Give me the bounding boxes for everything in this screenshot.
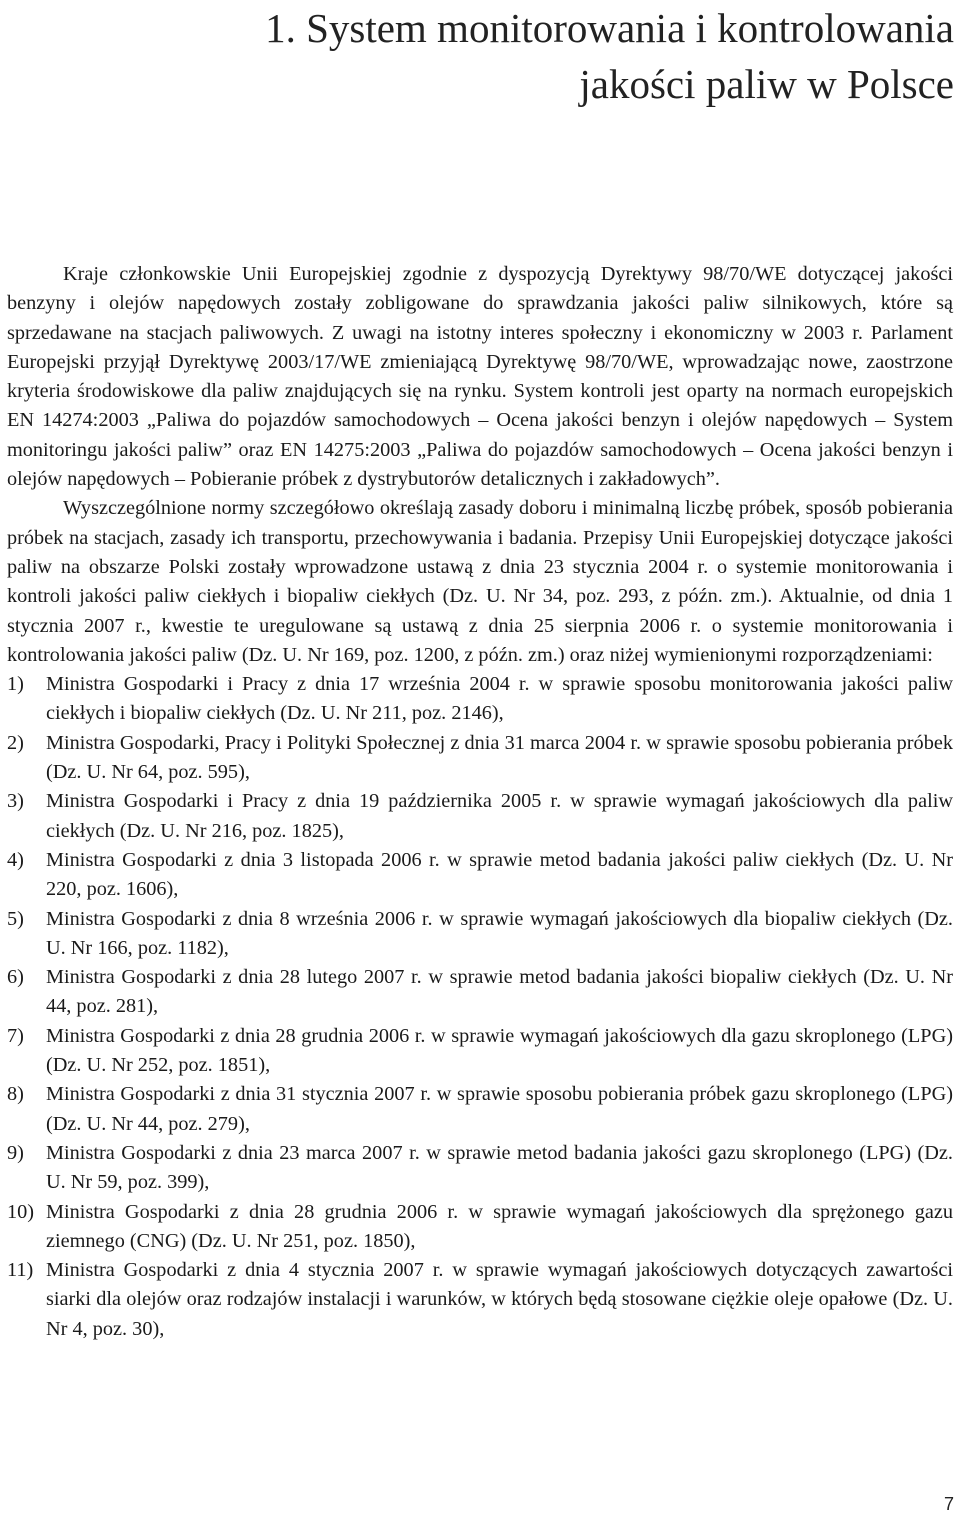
list-item-text: Ministra Gospodarki i Pracy z dnia 17 września 2004 r. w sprawie sposobu monitorowania jakości paliw ciekłych i biopaliw ciekłych (Dz. U. Nr 211, poz. 2146),	[46, 673, 953, 725]
list-item-number: 9)	[7, 1141, 24, 1164]
list-item	[7, 1139, 953, 1198]
paragraph-intro: Kraje członkowskie Unii Europejskiej zgodnie z dyspozycją Dyrektywy 98/70/WE dotyczącej jakości benzyny i olejów napędowych zostały zobligowane do sprawdzania jakości paliw silnikowych, które są sprzedawane na stacjach paliwowych. Z uwagi na istotny interes społeczny i ekonomiczny w 2003 r. Parlament Europejski przyjął Dyrektywę 2003/17/WE zmieniającą Dyrektywę 98/70/WE, wprowadzając nowe, zaostrzone kryteria środowiskowe dla paliw znajdujących się na rynku. System kontroli jest oparty na normach europejskich EN 14274:2003 „Paliwa do pojazdów samochodowych – Ocena jakości benzyn i olejów napędowych – System monitoringu jakości paliw” oraz EN 14275:2003 „Paliwa do pojazdów samochodowych – Ocena jakości benzyn i olejów napędowych – Pobieranie próbek z dystrybutorów detalicznych i zakładowych”.	[7, 263, 953, 491]
list-item-text: Ministra Gospodarki z dnia 31 stycznia 2007 r. w sprawie sposobu pobierania próbek gazu skroplonego (LPG) (Dz. U. Nr 44, poz. 279),	[46, 1083, 953, 1135]
list-item-text: Ministra Gospodarki z dnia 28 grudnia 2006 r. w sprawie wymagań jakościowych dla gazu skroplonego (LPG) (Dz. U. Nr 252, poz. 1851),	[46, 1024, 953, 1077]
list-item-number: 8)	[7, 1083, 24, 1106]
regulations-list	[7, 670, 953, 1344]
list-item	[7, 1080, 953, 1139]
list-item-text: Ministra Gospodarki z dnia 3 listopada 2006 r. w sprawie metod badania jakości paliw ciekłych (Dz. U. Nr 220, poz. 1606),	[46, 848, 953, 901]
list-item-number: 11)	[7, 1259, 34, 1282]
list-item-text: Ministra Gospodarki z dnia 23 marca 2007 r. w sprawie metod badania jakości gazu skroplonego (LPG) (Dz. U. Nr 59, poz. 399),	[46, 1141, 953, 1194]
list-item-text: Ministra Gospodarki z dnia 8 września 2006 r. w sprawie wymagań jakościowych dla biopaliw ciekłych (Dz. U. Nr 166, poz. 1182),	[46, 907, 953, 959]
list-item-text: Ministra Gospodarki z dnia 4 stycznia 2007 r. w sprawie wymagań jakościowych dotyczących zawartości siarki dla olejów oraz rodzajów instalacji i warunków, w których będą stosowane ciężkie oleje opałowe (Dz. U. Nr 4, poz. 30),	[46, 1259, 953, 1340]
list-item	[7, 670, 953, 729]
list-item	[7, 1198, 953, 1257]
body-text	[7, 260, 953, 1344]
list-item	[7, 1022, 953, 1081]
paragraph-standards: Wyszczególnione normy szczegółowo określają zasady doboru i minimalną liczbę próbek, sposób pobierania próbek na stacjach, zasady ich transportu, przechowywania i badania. Przepisy Unii Europejskiej dotyczące jakości paliw na obszarze Polski zostały wprowadzone ustawą z dnia 23 stycznia 2004 r. o systemie monitorowania i kontroli jakości paliw ciekłych i biopaliw ciekłych (Dz. U. Nr 34, poz. 293, z późn. zm.). Aktualnie, od dnia 1 stycznia 2007 r., kwestie te uregulowane są ustawą z dnia 25 sierpnia 2006 r. o systemie monitorowania i kontrolowania jakości paliw (Dz. U. Nr 169, poz. 1200, z późn. zm.) oraz niżej wymienionymi rozporządzeniami:	[7, 497, 953, 666]
list-item-number: 3)	[7, 790, 24, 813]
list-item-number: 6)	[7, 966, 24, 989]
list-item-number: 10)	[7, 1200, 35, 1223]
list-item	[7, 963, 953, 1022]
list-item	[7, 1256, 953, 1344]
list-item	[7, 729, 953, 788]
list-item-text: Ministra Gospodarki z dnia 28 lutego 2007 r. w sprawie metod badania jakości biopaliw ciekłych (Dz. U. Nr 44, poz. 281),	[46, 966, 953, 1018]
page-number: 7	[943, 1494, 954, 1514]
list-item	[7, 846, 953, 905]
chapter-title-line-1: 1. System monitorowania i kontrolowania	[265, 5, 954, 51]
list-item	[7, 905, 953, 964]
chapter-title	[74, 0, 954, 112]
list-item-text: Ministra Gospodarki i Pracy z dnia 19 października 2005 r. w sprawie wymagań jakościowych dla paliw ciekłych (Dz. U. Nr 216, poz. 1825),	[46, 790, 953, 842]
list-item-number: 5)	[7, 907, 24, 930]
list-item-number: 4)	[7, 848, 24, 871]
list-item-number: 1)	[7, 673, 24, 696]
list-item-text: Ministra Gospodarki, Pracy i Polityki Społecznej z dnia 31 marca 2004 r. w sprawie sposobu pobierania próbek (Dz. U. Nr 64, poz. 595),	[46, 731, 953, 784]
list-item-number: 7)	[7, 1024, 24, 1047]
chapter-title-line-2: jakości paliw w Polsce	[579, 61, 954, 107]
list-item-number: 2)	[7, 731, 24, 754]
list-item	[7, 787, 953, 846]
list-item-text: Ministra Gospodarki z dnia 28 grudnia 2006 r. w sprawie wymagań jakościowych dla sprężonego gazu ziemnego (CNG) (Dz. U. Nr 251, poz. 1850),	[46, 1200, 953, 1252]
